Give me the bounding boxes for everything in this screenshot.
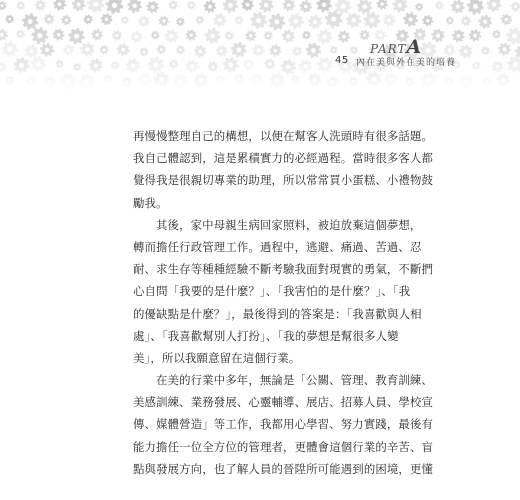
text-line: 美感訓練、業務發展、心靈輔導、展店、招募人員、學校宣 bbox=[133, 395, 434, 410]
text-line: 在美的行業中多年，無論是「公關、管理、教育訓練、 bbox=[156, 373, 433, 388]
body-text bbox=[133, 125, 434, 480]
text-line: 覺得我是很親切專業的助理，所以常常買小蛋糕、小禮物鼓 bbox=[133, 173, 434, 188]
text-line: 轉而擔任行政管理工作。過程中，逃避、痛過、苦過、忍 bbox=[133, 239, 422, 254]
text-line: 耐、求生存等種種經驗不斷考驗我面對現實的勇氣，不斷捫 bbox=[133, 262, 434, 277]
part-word: PART bbox=[370, 42, 407, 56]
text-line: 再慢慢整理自己的構想，以便在幫客人洗頭時有很多話題。 bbox=[133, 129, 434, 143]
text-line: 其後，家中母親生病回家照料，被迫放棄這個夢想， bbox=[156, 217, 422, 232]
text-line: 能力擔任一位全方位的管理者，更體會這個行業的辛苦、盲 bbox=[133, 439, 434, 454]
text-line: 處」、「我喜歡幫別人打扮」、「我的夢想是幫很多人變 bbox=[133, 328, 399, 343]
page-number: 45 bbox=[335, 55, 349, 66]
text-line: 美」，所以我願意留在這個行業。 bbox=[133, 350, 301, 365]
chapter-title: 內在美與外在美的培養 bbox=[356, 58, 457, 68]
gear-pattern-icon bbox=[0, 0, 520, 92]
part-letter: A bbox=[406, 36, 422, 58]
text-line: 傳、媒體營造」等工作，我都用心學習、努力實踐，最後有 bbox=[133, 417, 434, 432]
decorative-gear-header bbox=[0, 0, 520, 92]
text-line: 心自問「我要的是什麼？」、「我害怕的是什麼？」、「我 bbox=[133, 284, 411, 299]
text-line: 的優缺點是什麼？」，最後得到的答案是：「我喜歡與人相 bbox=[133, 306, 422, 321]
text-line: 點與發展方向，也了解人員的晉陞所可能遇到的困境，更懂 bbox=[133, 461, 434, 476]
text-line: 我自己體認到，這是累積實力的必經過程。當時很多客人都 bbox=[133, 151, 434, 166]
text-line: 勵我。 bbox=[133, 195, 168, 210]
